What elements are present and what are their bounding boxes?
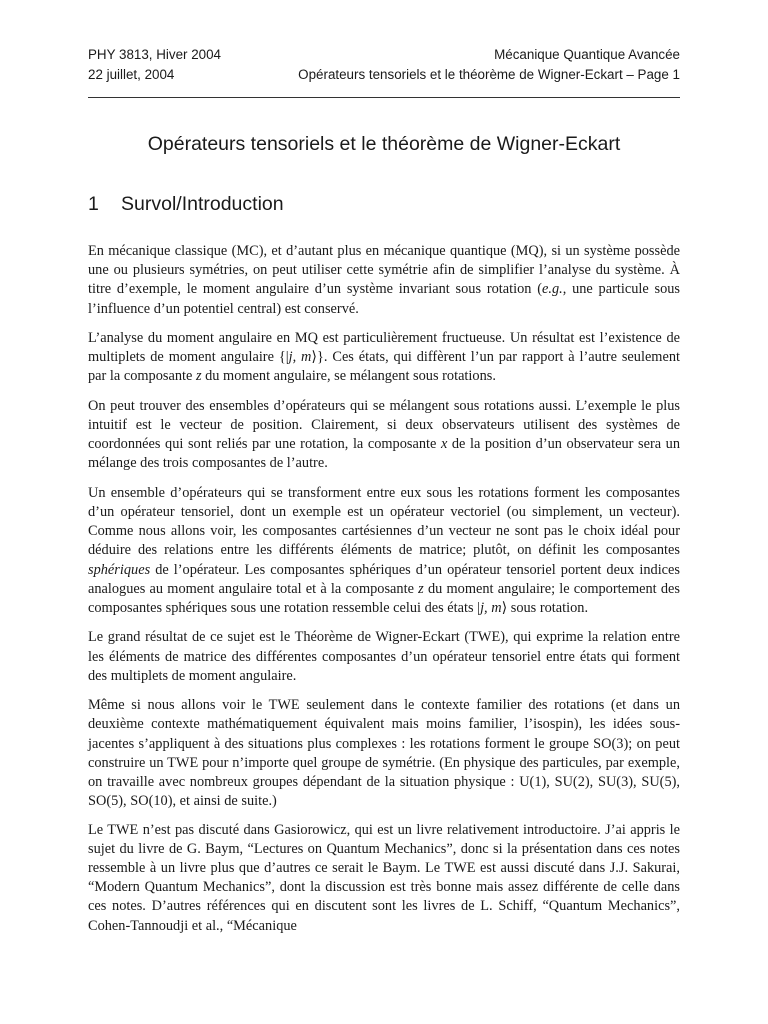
text-segment: , une particule sous l’influence d’un potentiel central) est conservé. bbox=[88, 281, 680, 317]
math-segment: z bbox=[418, 580, 424, 597]
text-segment: Le grand résultat de ce sujet est le Théorème de Wigner-Eckart (TWE), qui exprime la relation entre les éléments de matrice des différentes composantes d’un opérateur tensoriel entre états qui forment des multiplets de moment angulaire. bbox=[88, 629, 680, 684]
header-right bbox=[298, 45, 680, 85]
course-subject: Mécanique Quantique Avancée bbox=[494, 47, 680, 62]
document-title: Opérateurs tensoriels et le théorème de Wigner-Eckart bbox=[147, 133, 621, 155]
text-segment: ⟩ sous rotation. bbox=[501, 600, 589, 617]
body-text bbox=[88, 242, 680, 946]
course-code: PHY 3813, Hiver 2004 bbox=[88, 47, 221, 62]
italic-segment: sphériques bbox=[88, 561, 151, 578]
text-segment: L’analyse du moment angulaire en MQ est particulièrement fructueuse. Un résultat est l’existence de multiplets de moment angulaire {| bbox=[88, 330, 680, 366]
text-segment: ⟩}. Ces états, qui diffèrent l’un par rapport à l’autre seulement par la composante bbox=[88, 349, 680, 385]
paragraph-7 bbox=[88, 821, 680, 936]
running-title: Opérateurs tensoriels et le théorème de Wigner-Eckart – Page 1 bbox=[298, 67, 680, 82]
math-segment: j, m bbox=[480, 600, 502, 617]
text-segment: Le TWE n’est pas discuté dans Gasiorowicz, qui est un livre relativement introductoire. J’ai appris le sujet du livre de G. Baym, “Lectures on Quantum Mechanics”, donc si la présentation dans ces notes ressemble à un livre plus que d’autres ce serait le Baym. Le TWE est aussi discuté dans J.J. Sakurai, “Modern Quantum Mechanics”, dont la discussion est très bonne mais assez différente de celle dans ces notes. D’autres références qui en discutent sont les livres de L. Schiff, “Quantum Mechanics”, Cohen-Tannoudji et al., “Mécanique bbox=[88, 821, 680, 934]
text-segment: Même si nous allons voir le TWE seulement dans le contexte familier des rotations (et dans un deuxième contexte mathématiquement équivalent mais moins familier, l’isospin), les idées sous-jacentes s’appliquent à des situations plus complexes : les rotations forment le groupe SO(3); on peut construire un TWE pour n’importe quel groupe de symétrie. (En physique des particules, par exemple, on travaille avec nombreux groupes dépendant de la situation physique : U(1), SU(2), SU(3), SU(5), SO(5), SO(10), et ainsi de suite.) bbox=[88, 697, 680, 810]
section-title: Survol/Introduction bbox=[121, 193, 284, 215]
italic-segment: e.g. bbox=[542, 281, 563, 298]
text-segment: de l’opérateur. Les composantes sphériques d’un opérateur tensoriel portent deux indices analogues au moment angulaire total et à la composante bbox=[88, 561, 680, 597]
header-rule bbox=[88, 97, 680, 98]
text-segment: On peut trouver des ensembles d’opérateurs qui se mélangent sous rotations aussi. L’exemple le plus intuitif est le vecteur de position. Clairement, si deux observateurs utilisent des systèmes de coordonnées qui sont reliés par une rotation, la composante bbox=[88, 397, 680, 453]
paragraph-3 bbox=[88, 397, 680, 474]
paragraph-5 bbox=[88, 628, 680, 686]
paragraph-6 bbox=[88, 696, 680, 811]
section-number: 1 bbox=[88, 193, 99, 215]
section-heading bbox=[88, 191, 284, 217]
header-date: 22 juillet, 2004 bbox=[88, 67, 175, 82]
paragraph-1 bbox=[88, 242, 680, 319]
math-segment: x bbox=[440, 436, 448, 453]
paragraph-2 bbox=[88, 329, 680, 387]
text-segment: du moment angulaire; le comportement des composantes sphériques sous une rotation ressemble celui des états | bbox=[88, 580, 680, 617]
math-segment: j, m bbox=[288, 349, 312, 366]
paragraph-4 bbox=[88, 484, 680, 618]
text-segment: Un ensemble d’opérateurs qui se transforment entre eux sous les rotations forment les composantes d’un opérateur tensoriel, dont un exemple est un opérateur vectoriel (ou simplement, un vecteur). Comme nous allons voir, les composantes cartésiennes d’un vecteur ne sont pas le choix idéal pour déduire des relations entre les différents éléments de matrice; plutôt, on définit les composantes bbox=[88, 484, 680, 559]
text-segment: En mécanique classique (MC), et d’autant plus en mécanique quantique (MQ), si un système possède une ou plusieurs symétries, on peut utiliser cette symétrie afin de simplifier l’analyse du système. À titre d’exemple, le moment angulaire d’un système invariant sous rotation ( bbox=[88, 243, 680, 298]
math-segment: z bbox=[195, 368, 202, 385]
header-left bbox=[88, 45, 221, 85]
text-segment: de la position d’un observateur sera un mélange des trois composantes de l’autre. bbox=[88, 436, 680, 472]
page-header bbox=[88, 45, 680, 85]
text-segment: du moment angulaire, se mélangent sous rotations. bbox=[201, 368, 496, 385]
